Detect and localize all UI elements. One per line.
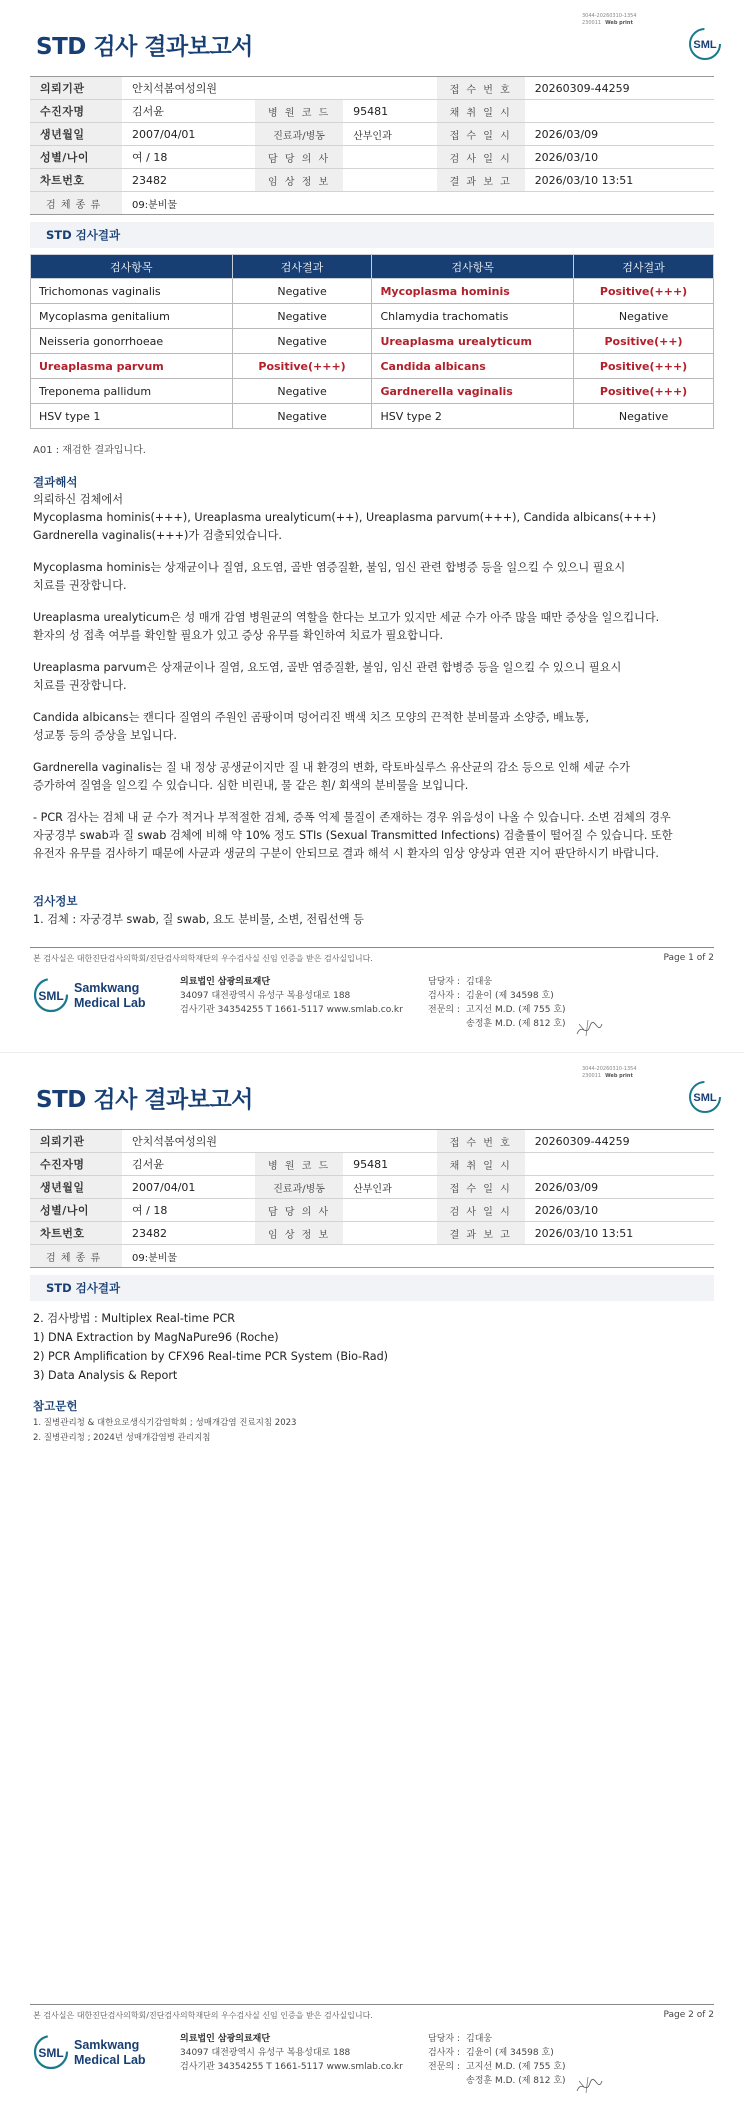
interpretation-paragraph: Candida albicans는 캔디다 질염의 주원인 곰팡이며 덩어리진 백색 치즈 모양의 끈적한 분비물과 소양증, 배뇨통, 성교통 등의 증상을 보입니다. <box>33 711 590 742</box>
reference-item: 1. 질병관리청 & 대한요로생식기감염학회 ; 성매개감염 진료지침 2023 <box>33 1418 297 1428</box>
interpretation-text <box>33 491 683 877</box>
report-title: STD 검사 결과보고서 <box>36 34 253 60</box>
test-date-value: 2026/03/10 <box>525 146 714 169</box>
hospital-code-value: 95481 <box>343 100 437 123</box>
test-info-line: 1. 검체 : 자궁경부 swab, 질 swab, 요도 분비물, 소변, 전립선액 등 <box>33 913 364 926</box>
test-item-cell: Mycoplasma genitalium <box>31 304 233 329</box>
sml-logo-icon <box>686 1079 724 1115</box>
test-item-cell: Gardnerella vaginalis <box>372 379 574 404</box>
cert-text: 본 검사실은 대한진단검사의학회/진단검사의학재단의 우수검사실 신임 인증을 받은 검사실입니다. <box>33 954 373 963</box>
results-section-band: STD 검사결과 <box>30 1275 714 1301</box>
dob-value: 2007/04/01 <box>122 123 255 146</box>
test-item-cell: Ureaplasma urealyticum <box>372 329 574 354</box>
table-row <box>31 379 714 404</box>
test-item-cell: HSV type 2 <box>372 404 574 429</box>
test-result-cell: Positive(++) <box>574 329 714 354</box>
references-heading: 참고문헌 <box>33 1399 78 1413</box>
references-list <box>33 1416 296 1446</box>
test-item-cell: HSV type 1 <box>31 404 233 429</box>
report-title: STD 검사 결과보고서 <box>36 1087 253 1113</box>
svg-text:Medical Lab: Medical Lab <box>74 2053 146 2067</box>
svg-text:SML: SML <box>38 2046 64 2060</box>
test-item-cell: Treponema pallidum <box>31 379 233 404</box>
test-result-cell: Positive(+++) <box>232 354 372 379</box>
test-item-cell: Ureaplasma parvum <box>31 354 233 379</box>
interpretation-paragraph: Ureaplasma parvum은 상재균이나 질염, 요도염, 골반 염증질환, 불임, 임신 관련 합병증 등을 일으킬 수 있으니 필요시 치료를 권장합니다. <box>33 661 622 692</box>
col-header-item: 검사항목 <box>31 255 233 279</box>
table-row <box>31 354 714 379</box>
receipt-no-value: 20260309-44259 <box>525 77 714 100</box>
test-result-cell: Negative <box>232 404 372 429</box>
staff-info: 담당자 : 김대웅 검사자 : 김윤이 (제 34598 호) 전문의 : 고지선 M.D. (제 755 호) 송정훈 M.D. (제 812 호) <box>428 2034 566 2086</box>
patient-info-table: 의뢰기관 안치석봄여성의원 접 수 번 호 20260309-44259 수진자명 김서윤 병 원 코 드 95481 채 취 일 시 생년월일 2007/04/01 진료과/병동 산부인과 접 수 일 시 2026/03/09 성별/나이 여 / 18 담 당 의 사 검 사 일 시 2026/03/10 차트번호 23482 임 상 정 보 결 과 보 고 2026/03/10 13:51 검 체 종 류 09:분비물 <box>30 1129 714 1268</box>
col-header-result: 검사결과 <box>232 255 372 279</box>
interpretation-paragraph: 의뢰하신 검체에서 Mycoplasma hominis(+++), Ureaplasma urealyticum(++), Ureaplasma parvum(+++), Candida albicans(+++) Gardnerella vaginalis(+++)가 검출되었습니다. <box>33 493 657 542</box>
dept-value: 산부인과 <box>343 123 437 146</box>
interpretation-paragraph: Gardnerella vaginalis는 질 내 정상 공생균이지만 질 내 환경의 변화, 락토바실루스 유산균의 감소 등으로 인해 세균 수가 증가하여 질염을 일으킬 수 있습니다. 심한 비린내, 물 같은 흰/ 회색의 분비물을 보입니다. <box>33 761 630 792</box>
test-item-cell: Mycoplasma hominis <box>372 279 574 304</box>
sml-logo-icon <box>686 26 724 62</box>
test-result-cell: Positive(+++) <box>574 354 714 379</box>
col-header-item: 검사항목 <box>372 255 574 279</box>
svg-text:SML: SML <box>693 39 717 51</box>
page-number: Page 1 of 2 <box>663 953 714 963</box>
test-result-cell: Positive(+++) <box>574 379 714 404</box>
svg-text:Samkwang: Samkwang <box>74 981 140 995</box>
test-method-lines: 2. 검사방법 : Multiplex Real-time PCR 1) DNA Extraction by MagNaPure96 (Roche) 2) PCR Amplification by CFX96 Real-time PCR System (Bio-Rad) 3) Data Analysis & Report <box>33 1312 389 1382</box>
chart-no-value: 23482 <box>122 169 255 192</box>
org-info: 의료법인 삼광의료재단 34097 대전광역시 유성구 복용성대로 188 검사기관 34354255 T 1661-5117 www.smlab.co.kr <box>180 977 403 1015</box>
col-header-result: 검사결과 <box>574 255 714 279</box>
footer-rule <box>30 947 714 948</box>
test-item-cell: Chlamydia trachomatis <box>372 304 574 329</box>
specimen-value: 09:분비물 <box>122 192 714 215</box>
patient-info-table: 의뢰기관 안치석봄여성의원 접 수 번 호 20260309-44259 수진자명 김서윤 병 원 코 드 95481 채 취 일 시 생년월일 2007/04/01 진료과/병동 산부인과 접 수 일 시 2026/03/09 성별/나이 여 / 18 담 당 의 사 검 사 일 시 2026/03/10 차트번호 23482 임 상 정 보 결 과 보 고 2026/03/10 13:51 검 체 종 류 09:분비물 <box>30 76 714 215</box>
footer-rule <box>30 2004 714 2005</box>
test-item-cell: Candida albicans <box>372 354 574 379</box>
signature-icon <box>574 1016 604 1042</box>
test-result-cell: Negative <box>232 329 372 354</box>
retest-note: A01 : 재검한 결과입니다. <box>33 445 146 456</box>
test-result-cell: Negative <box>232 379 372 404</box>
print-code: 3044-20260310-1354 230011 Web print <box>582 1066 637 1079</box>
interpretation-paragraph: - PCR 검사는 검체 내 균 수가 적거나 부적절한 검체, 증폭 억제 물질이 존재하는 경우 위음성이 나올 수 있습니다. 소변 검체의 경우 자궁경부 swab과 질 swab 검체에 비해 약 10% 정도 STIs (Sexual Transmitted Infections) 검출률이 떨어질 수 있습니다. 또한 유전자 유무를 검사하기 때문에 사균과 생균의 구분이 안되므로 결과 해석 시 환자의 임상 양상과 연관 지어 판단하시기 바랍니다. <box>33 811 673 860</box>
svg-text:Samkwang: Samkwang <box>74 2038 140 2052</box>
web-print-tag: Web print <box>605 20 633 26</box>
requester-value: 안치석봄여성의원 <box>122 77 437 100</box>
test-item-cell: Trichomonas vaginalis <box>31 279 233 304</box>
print-code-line1: 3044-20260310-1354 <box>582 13 637 19</box>
results-section-title: STD 검사결과 <box>46 228 121 242</box>
svg-text:Medical Lab: Medical Lab <box>74 996 146 1010</box>
receipt-date-value: 2026/03/09 <box>525 123 714 146</box>
report-page-2: 3044-20260310-1354 230011 Web print SML STD 검사 결과보고서 의뢰기관 안치석봄여성의원 접 수 번 호 20260309-44259 수진자명 김서윤 병 원 코 드 95481 채 취 일 시 생년월일 2007/04/01 진료과/병동 산부인과 접 수 일 시 2026/03/09 성별/나이 여 / 18 담 당 의 사 검 사 일 시 2026/03/10 차트번호 23482 임 상 정 보 결 과 보 고 2026/03/10 13:51 검 체 종 류 09:분비물 STD 검사결과 2. 검사방법 : Multiplex Real-time PCR 1) DNA Extraction by MagNaPure96 (Roche) 2) PCR Amplification by CFX96 Real-time PCR System (Bio-Rad) 3) Data Analysis & Report 참고문헌 1. 질병관리청 & 대한요로생식기감염학회 ; 성매개감염 진료지침 2023 2. 질병관리청 ; 2024년 성매개감염병 관리지침 본 검사실은 대한진단검사의학회/진단검사의학재단의 우수검사실 신임 인증을 받은 검사실입니다. Page 2 of 2 SML Samkwang Medical Lab 의료법인 삼광의료재단 34097 대전광역시 유성구 복용성대로 188 검사기관 34354255 T 1661-5117 www.smlab.co.kr 담당자 : 김대웅 검사자 : 김윤이 (제 34598 호) 전문의 : 고지선 M.D. (제 755 호) 송정훈 M.D. (제 812 호) <box>0 1052 744 2104</box>
org-info: 의료법인 삼광의료재단 34097 대전광역시 유성구 복용성대로 188 검사기관 34354255 T 1661-5117 www.smlab.co.kr <box>180 2034 403 2072</box>
test-result-cell: Negative <box>232 279 372 304</box>
svg-text:SML: SML <box>38 989 64 1003</box>
interpretation-paragraph: Mycoplasma hominis는 상재균이나 질염, 요도염, 골반 염증질환, 불임, 임신 관련 합병증 등을 일으킬 수 있으니 필요시 치료를 권장합니다. <box>33 561 626 592</box>
patient-name-value: 김서윤 <box>122 100 255 123</box>
table-row <box>31 279 714 304</box>
print-code <box>582 13 682 27</box>
std-results-table <box>30 254 714 429</box>
reference-item: 2. 질병관리청 ; 2024년 성매개감염병 관리지침 <box>33 1433 211 1443</box>
table-row <box>31 329 714 354</box>
table-row <box>31 304 714 329</box>
test-result-cell: Negative <box>574 304 714 329</box>
test-result-cell: Negative <box>232 304 372 329</box>
samkwang-logo-icon <box>34 970 164 1020</box>
test-result-cell: Positive(+++) <box>574 279 714 304</box>
table-row <box>31 404 714 429</box>
svg-text:SML: SML <box>693 1092 717 1104</box>
test-result-cell: Negative <box>574 404 714 429</box>
print-code-line2: 230011 <box>582 20 602 26</box>
signature-icon <box>574 2073 604 2099</box>
page-number: Page 2 of 2 <box>663 2010 714 2020</box>
test-item-cell: Neisseria gonorrhoeae <box>31 329 233 354</box>
samkwang-logo-icon <box>34 2027 164 2077</box>
interpretation-paragraph: Ureaplasma urealyticum은 성 매개 감염 병원균의 역할을 한다는 보고가 있지만 세균 수가 아주 많을 때만 증상을 일으킵니다. 환자의 성 접촉 여부를 확인할 필요가 있고 증상 유무를 확인하여 치료가 필요합니다. <box>33 611 660 642</box>
results-section-band <box>30 222 714 248</box>
staff-info: 담당자 : 김대웅 검사자 : 김윤이 (제 34598 호) 전문의 : 고지선 M.D. (제 755 호) 송정훈 M.D. (제 812 호) <box>428 977 566 1029</box>
sex-age-value: 여 / 18 <box>122 146 255 169</box>
interpretation-heading: 결과해석 <box>33 475 78 489</box>
test-info-heading: 검사정보 <box>33 894 78 908</box>
report-date-value: 2026/03/10 13:51 <box>525 169 714 192</box>
